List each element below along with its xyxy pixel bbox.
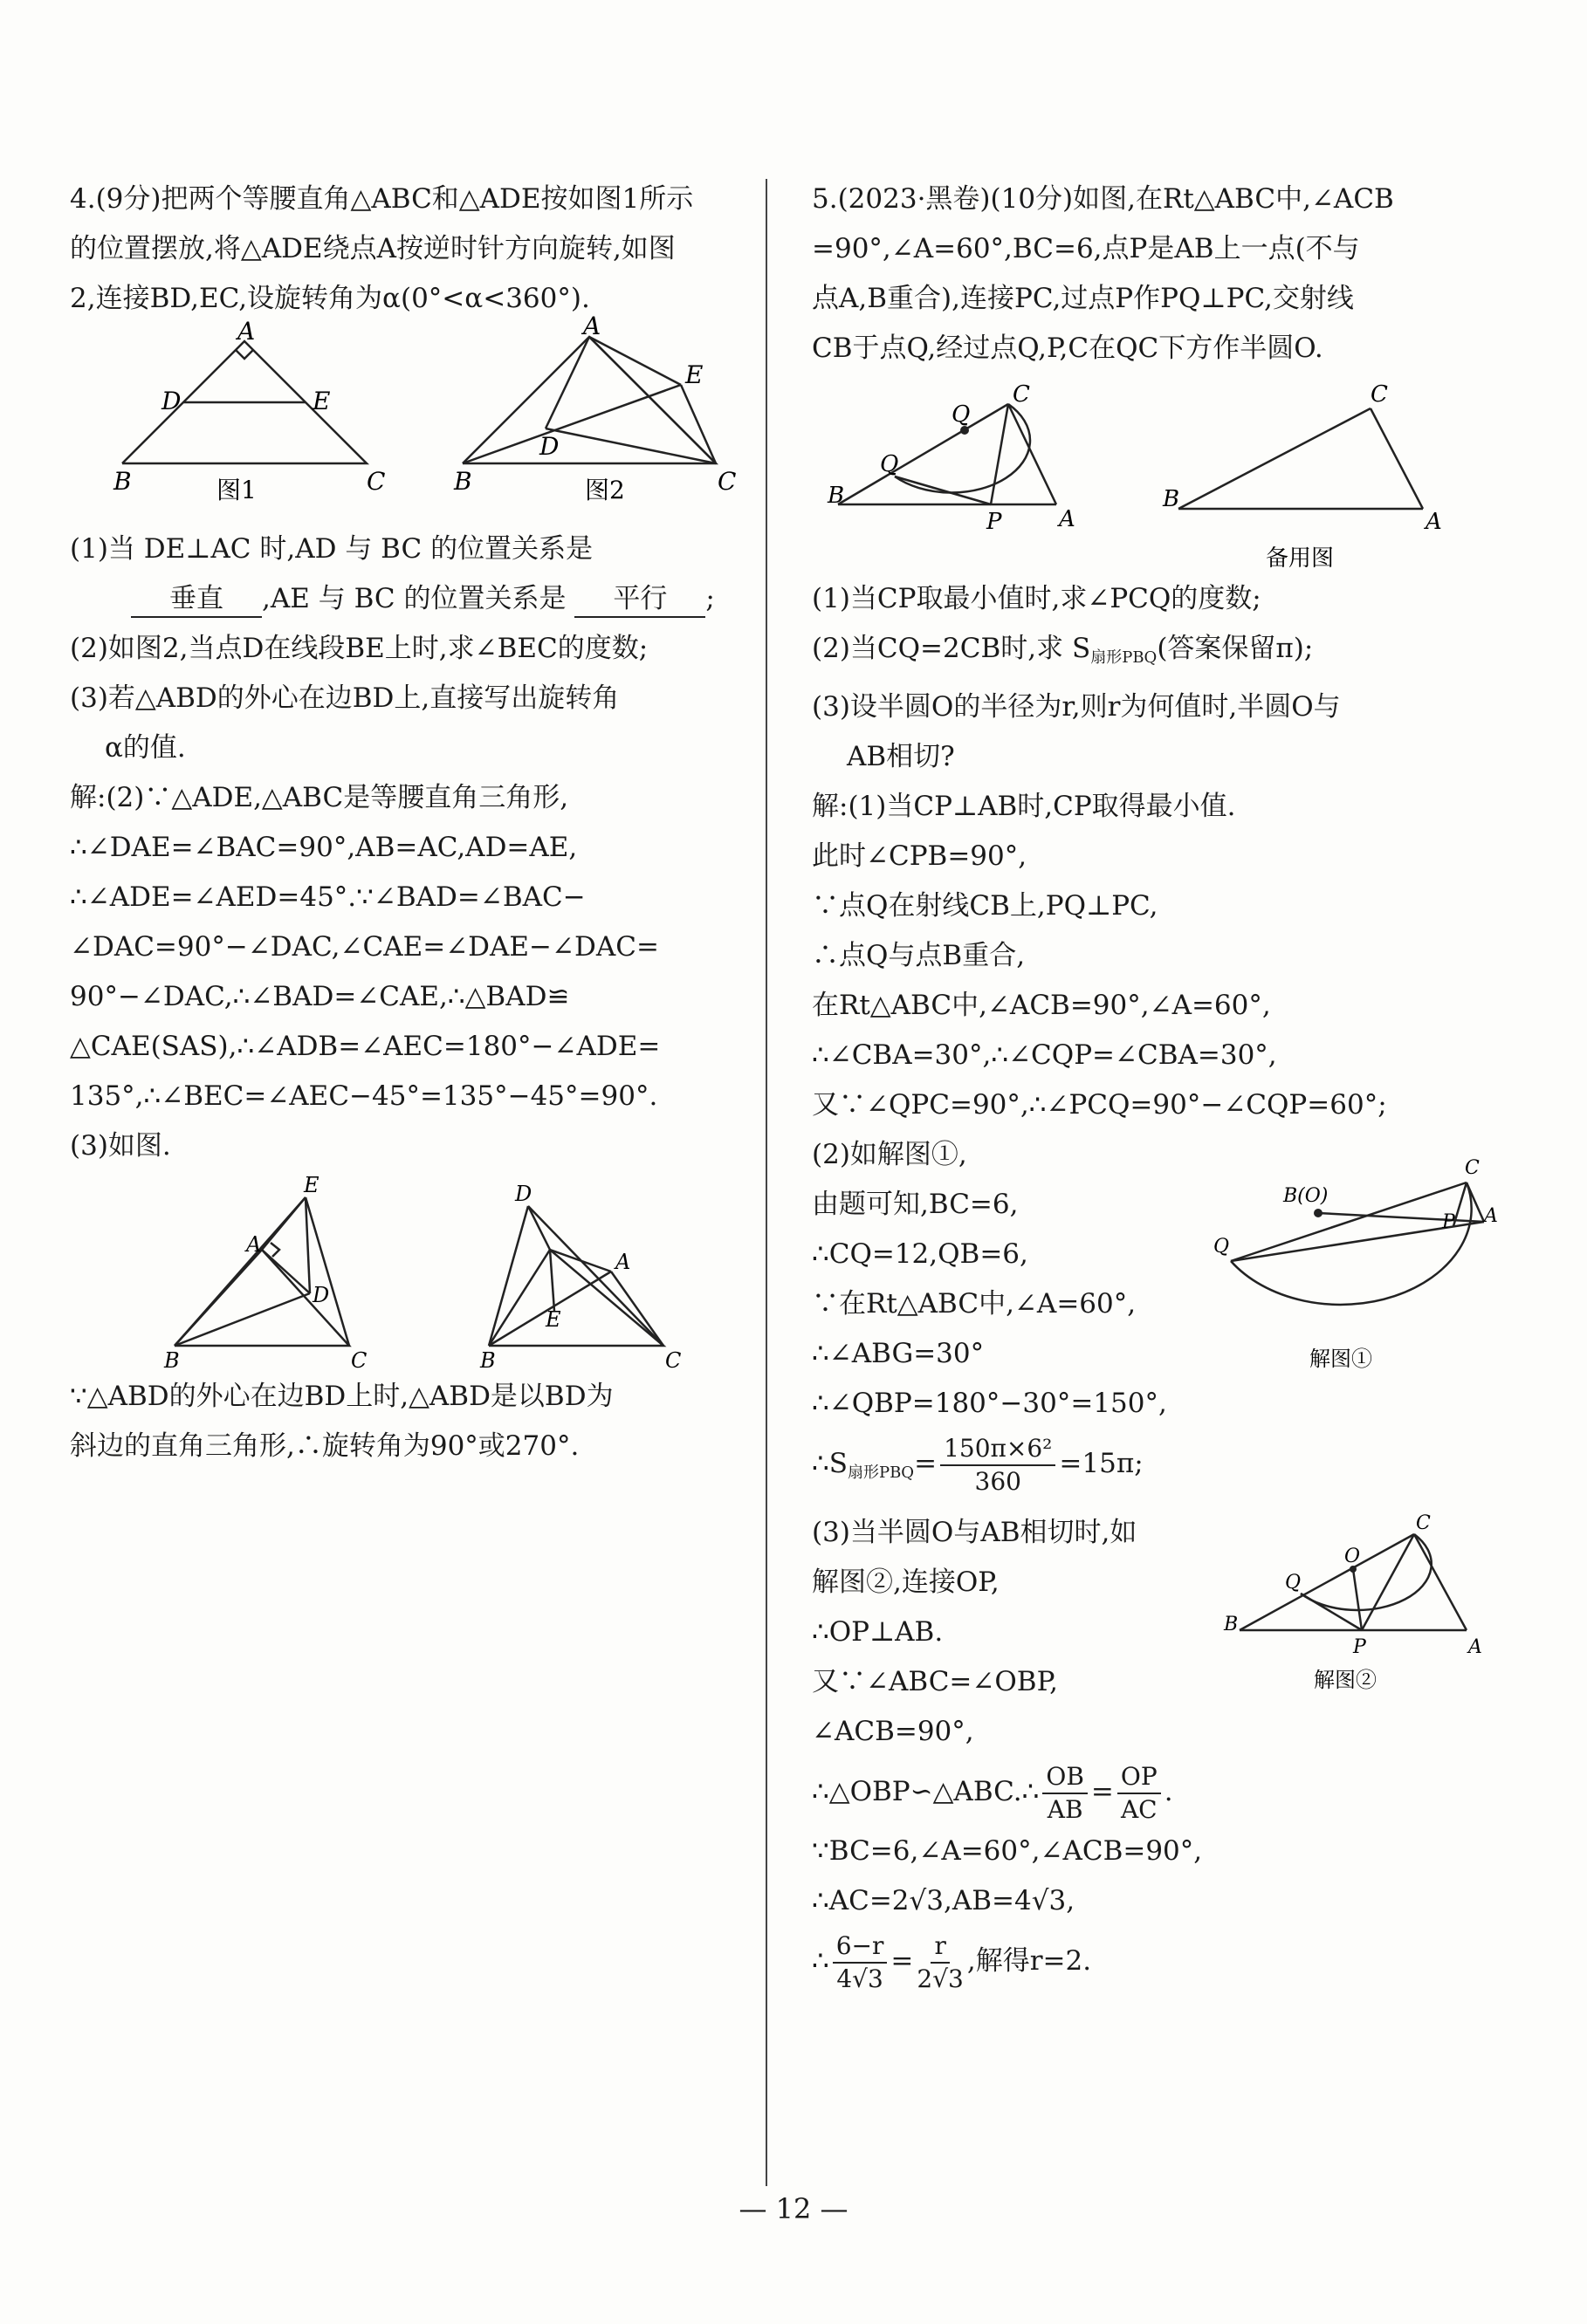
q5-eq-num-1: 6−r	[833, 1930, 888, 1964]
q5-part2-sub: 扇形PBQ	[1090, 648, 1158, 667]
q4-solution-line-8: (3)如图.	[70, 1130, 171, 1162]
q4-figures-1-2	[70, 312, 751, 524]
svg-text:D: D	[515, 1182, 532, 1206]
q5-sol2-line-6: ∴∠QBP=180°−30°=150°,	[812, 1388, 1167, 1419]
q4-solution-line-5: 90°−∠DAC,∴∠BAD=∠CAE,∴△BAD≌	[70, 981, 570, 1012]
q5-sol3-line-5: ∠ACB=90°,	[812, 1716, 974, 1747]
q5-backup-caption: 备用图	[1266, 545, 1335, 572]
q5-eq-num-2: r	[931, 1930, 949, 1964]
question-4	[70, 175, 751, 1471]
q5-sol2-line-5: ∴∠ABG=30°	[812, 1338, 985, 1369]
q5-sol2-line-3: ∴CQ=12,QB=6,	[812, 1238, 1028, 1270]
q5-sim-eq: =	[1090, 1776, 1114, 1807]
q5-sol1-line-2: 此时∠CPB=90°,	[812, 840, 1027, 872]
q5-area-result: =15π;	[1059, 1448, 1144, 1479]
q4-part1-end: ;	[705, 583, 715, 614]
svg-text:A: A	[583, 312, 601, 340]
q5-eq-fraction-2	[917, 1930, 963, 1995]
q5-area-num: 150π×6²	[940, 1433, 1055, 1466]
svg-text:A: A	[246, 1232, 262, 1257]
q4-part2: (2)如图2,当点D在线段BE上时,求∠BEC的度数;	[70, 633, 649, 664]
q5-solution-figure-1	[1213, 1130, 1498, 1375]
q5-area-den: 360	[974, 1466, 1021, 1496]
q5-sol3-line-4: 又∵∠ABC=∠OBP,	[812, 1666, 1059, 1697]
svg-text:E: E	[546, 1307, 561, 1332]
svg-text:D: D	[313, 1283, 330, 1307]
q5-final-equation	[812, 1926, 1493, 1996]
q4-part1-line-2	[70, 574, 751, 624]
q5-sim-fraction-2	[1117, 1761, 1161, 1826]
q4-solution-line-7: 135°,∴∠BEC=∠AEC−45°=135°−45°=90°.	[70, 1080, 658, 1112]
page-number: — 12 —	[739, 2192, 848, 2225]
q4-solution-line-3: ∴∠ADE=∠AED=45°.∵∠BAD=∠BAC−	[70, 881, 586, 913]
q5-sol2-line-1: (2)如解图①,	[812, 1139, 967, 1170]
q4-fig1-caption: 图1	[216, 476, 257, 504]
q5-sol2-block	[812, 1130, 1498, 1508]
q5-sol1-line-7: 又∵∠QPC=90°,∴∠PCQ=90°−∠CQP=60°;	[812, 1089, 1387, 1121]
q5-figures	[812, 374, 1493, 574]
q4-stem-line-3: 2,连接BD,EC,设旋转角为α(0°<α<360°).	[70, 283, 590, 314]
q5-sol3-line-1: (3)当半圆O与AB相切时,如	[812, 1517, 1137, 1548]
column-divider	[766, 179, 767, 2186]
svg-text:B: B	[828, 483, 845, 509]
svg-text:A: A	[615, 1250, 631, 1274]
svg-text:E: E	[313, 387, 331, 415]
q5-stem-line-3: 点A,B重合),连接PC,过点P作PQ⊥PC,交射线	[812, 283, 1354, 314]
q5-stem-line-1: 5.(2023·黑卷)(10分)如图,在Rt△ABC中,∠ACB	[812, 183, 1394, 215]
q5-part2	[812, 624, 1493, 682]
q5-area-sub: 扇形PBQ	[847, 1464, 915, 1482]
q5-eq-end: ,解得r=2.	[966, 1945, 1092, 1977]
q5-sim-end: .	[1164, 1776, 1173, 1807]
q5-part2-text-b: (答案保留π);	[1157, 633, 1314, 664]
svg-text:A: A	[1468, 1636, 1482, 1658]
q5-eq-mid: =	[890, 1945, 914, 1977]
q5-sol2-area	[812, 1429, 1493, 1508]
svg-text:C: C	[1371, 381, 1388, 408]
q4-part1-line-1: (1)当 DE⊥AC 时,AD 与 BC 的位置关系是	[70, 533, 594, 565]
svg-text:Q: Q	[1285, 1572, 1302, 1594]
q5-fig-sol2-caption: 解图②	[1314, 1668, 1377, 1692]
q4-solution-line-6: △CAE(SAS),∴∠ADB=∠AEC=180°−∠ADE=	[70, 1031, 661, 1062]
svg-text:C: C	[665, 1348, 682, 1373]
q5-solution-figure-2	[1222, 1508, 1493, 1709]
q4-solution-line-4: ∠DAC=90°−∠DAC,∠CAE=∠DAE−∠DAC=	[70, 931, 659, 963]
svg-text:O: O	[1344, 1546, 1361, 1567]
q5-eq-fraction-1	[833, 1930, 888, 1995]
q5-stem-line-4: CB于点Q,经过点Q,P,C在QC下方作半圆O.	[812, 332, 1323, 364]
q5-sim-fraction-1	[1042, 1761, 1088, 1826]
svg-text:Q: Q	[880, 451, 899, 477]
q5-area-fraction	[940, 1433, 1055, 1498]
svg-text:B: B	[1224, 1614, 1239, 1635]
q5-eq-den-1: 4√3	[836, 1964, 883, 1993]
q4-part3-line-1: (3)若△ABD的外心在边BD上,直接写出旋转角	[70, 682, 620, 714]
svg-text:B(O): B(O)	[1283, 1185, 1329, 1207]
svg-text:C: C	[1013, 381, 1030, 408]
q5-lengths: ∴AC=2√3,AB=4√3,	[812, 1885, 1075, 1916]
q5-sol2-line-4: ∵在Rt△ABC中,∠A=60°,	[812, 1288, 1137, 1320]
q5-sol2-line-2: 由题可知,BC=6,	[812, 1189, 1019, 1220]
q4-stem-line-2: 的位置摆放,将△ADE绕点A按逆时针方向旋转,如图	[70, 233, 676, 264]
svg-text:D: D	[161, 387, 182, 415]
svg-text:Q: Q	[952, 401, 971, 428]
q5-sol3-line-2: 解图②,连接OP,	[812, 1566, 1000, 1598]
q5-stem-line-2: =90°,∠A=60°,BC=6,点P是AB上一点(不与	[812, 233, 1360, 264]
svg-text:C: C	[351, 1348, 368, 1373]
svg-text:B: B	[454, 467, 472, 496]
q4-solution-line-2: ∴∠DAE=∠BAC=90°,AB=AC,AD=AE,	[70, 832, 578, 863]
q5-sol1-line-5: 在Rt△ABC中,∠ACB=90°,∠A=60°,	[812, 990, 1271, 1021]
svg-text:P: P	[1442, 1211, 1455, 1233]
svg-text:B: B	[480, 1348, 496, 1373]
q5-sim-num-2: OP	[1117, 1761, 1161, 1794]
q4-part1-text-b: ,AE 与 BC 的位置关系是	[262, 583, 567, 614]
q5-part1: (1)当CP取最小值时,求∠PCQ的度数;	[812, 583, 1261, 614]
svg-text:A: A	[1426, 509, 1442, 535]
svg-text:E: E	[685, 360, 704, 389]
q5-sim-den-1: AB	[1047, 1794, 1083, 1824]
q5-eq-prefix: ∴	[812, 1945, 829, 1977]
svg-text:B: B	[1163, 486, 1180, 512]
q5-area-prefix: ∴S	[812, 1448, 848, 1479]
q5-part3-line-2: AB相切?	[847, 741, 955, 772]
q4-answer-blank-1: 垂直	[131, 581, 262, 618]
q4-solution-figures	[70, 1171, 751, 1372]
svg-text:C: C	[367, 467, 386, 496]
q5-fig-sol1-caption: 解图①	[1309, 1347, 1372, 1371]
q4-stem-line-1: 4.(9分)把两个等腰直角△ABC和△ADE按如图1所示	[70, 183, 694, 215]
q5-part2-text-a: (2)当CQ=2CB时,求 S	[812, 633, 1091, 664]
svg-text:D: D	[539, 432, 560, 461]
svg-text:Q: Q	[1213, 1236, 1230, 1258]
q4-conclusion-line-1: ∵△ABD的外心在边BD上时,△ABD是以BD为	[70, 1381, 614, 1412]
question-5	[812, 175, 1498, 1996]
q5-eq-den-2: 2√3	[917, 1964, 964, 1993]
q4-fig2-caption: 图2	[585, 476, 625, 504]
svg-text:C: C	[718, 467, 737, 496]
svg-text:B: B	[113, 467, 132, 496]
svg-text:A: A	[1059, 506, 1075, 532]
svg-text:C: C	[1416, 1512, 1431, 1534]
q5-sol1-line-3: ∵点Q在射线CB上,PQ⊥PC,	[812, 890, 1158, 922]
q5-sol3-block	[812, 1508, 1493, 1757]
svg-text:E: E	[304, 1173, 319, 1197]
q5-given: ∵BC=6,∠A=60°,∠ACB=90°,	[812, 1835, 1203, 1867]
q5-similarity	[812, 1757, 1493, 1827]
svg-text:C: C	[1465, 1157, 1480, 1179]
q5-sim-num-1: OB	[1042, 1761, 1088, 1794]
q4-solution-line-1: 解:(2)∵△ADE,△ABC是等腰直角三角形,	[70, 782, 569, 813]
q5-sim-prefix: ∴△OBP∽△ABC.∴	[812, 1776, 1040, 1807]
svg-text:P: P	[986, 509, 1002, 535]
svg-text:A: A	[1484, 1205, 1498, 1227]
q5-sol1-line-1: 解:(1)当CP⊥AB时,CP取得最小值.	[812, 791, 1236, 822]
q4-conclusion-line-2: 斜边的直角三角形,∴旋转角为90°或270°.	[70, 1430, 580, 1462]
q4-answer-blank-2: 平行	[574, 581, 705, 618]
q5-sol1-line-6: ∴∠CBA=30°,∴∠CQP=∠CBA=30°,	[812, 1039, 1277, 1071]
q5-part3-line-1: (3)设半圆O的半径为r,则r为何值时,半圆O与	[812, 691, 1341, 723]
q4-part3-line-2: α的值.	[105, 732, 186, 764]
q5-sim-den-2: AC	[1120, 1794, 1158, 1824]
svg-text:B: B	[164, 1348, 180, 1373]
svg-text:P: P	[1353, 1636, 1366, 1658]
q5-sol3-line-3: ∴OP⊥AB.	[812, 1616, 944, 1648]
svg-text:A: A	[237, 317, 256, 346]
q5-area-eq: =	[914, 1448, 938, 1479]
q5-sol1-line-4: ∴点Q与点B重合,	[812, 940, 1026, 971]
